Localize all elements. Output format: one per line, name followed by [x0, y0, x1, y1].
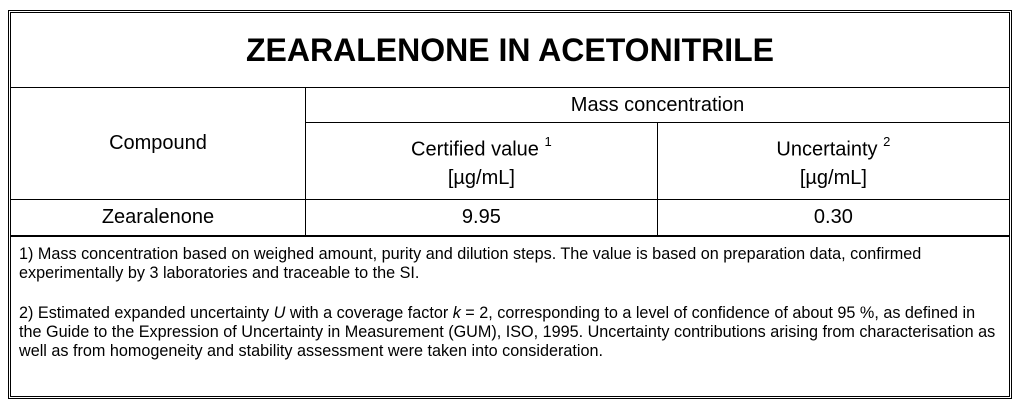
compound-header: Compound	[11, 88, 306, 200]
certified-value-unit: [µg/mL]	[447, 166, 515, 189]
footnote-ref-1: 1	[544, 134, 552, 150]
uncertainty-label: Uncertainty	[776, 138, 878, 161]
document-title: ZEARALENONE IN ACETONITRILE	[11, 13, 1009, 88]
compound-cell: Zearalenone	[11, 200, 306, 236]
uncertainty-header	[657, 123, 1009, 200]
footnote-ref-2: 2	[883, 134, 891, 150]
uncertainty-cell: 0.30	[657, 200, 1009, 236]
certified-value-cell: 9.95	[306, 200, 658, 236]
certificate-table-frame	[8, 10, 1012, 399]
footnote-2	[19, 304, 1001, 361]
footnotes	[11, 236, 1009, 361]
footnote-2-part-c: = 2, corresponding to a level of confidence of about 95 %, as defined in the Guide to the Expression of Uncertainty in Measurement (GUM), ISO, 1995. Uncertainty contributions arising from characterisation as well as from homogeneity and stability assessment were taken into consideration.	[19, 304, 996, 360]
certified-value-header	[306, 123, 658, 200]
mass-concentration-header: Mass concentration	[306, 88, 1010, 123]
table-row	[11, 200, 1009, 236]
footnote-2-part-b: with a coverage factor	[285, 304, 453, 322]
symbol-k: k	[452, 304, 461, 322]
uncertainty-unit: [µg/mL]	[799, 166, 867, 189]
footnote-2-part-a: 2) Estimated expanded uncertainty	[19, 304, 274, 322]
certified-values-table	[11, 88, 1009, 236]
certified-value-label: Certified value	[411, 138, 539, 161]
footnote-1: 1) Mass concentration based on weighed amount, purity and dilution steps. The value is based on preparation data, confirmed experimentally by 3 laboratories and traceable to the SI.	[19, 245, 922, 282]
symbol-U: U	[273, 304, 286, 322]
